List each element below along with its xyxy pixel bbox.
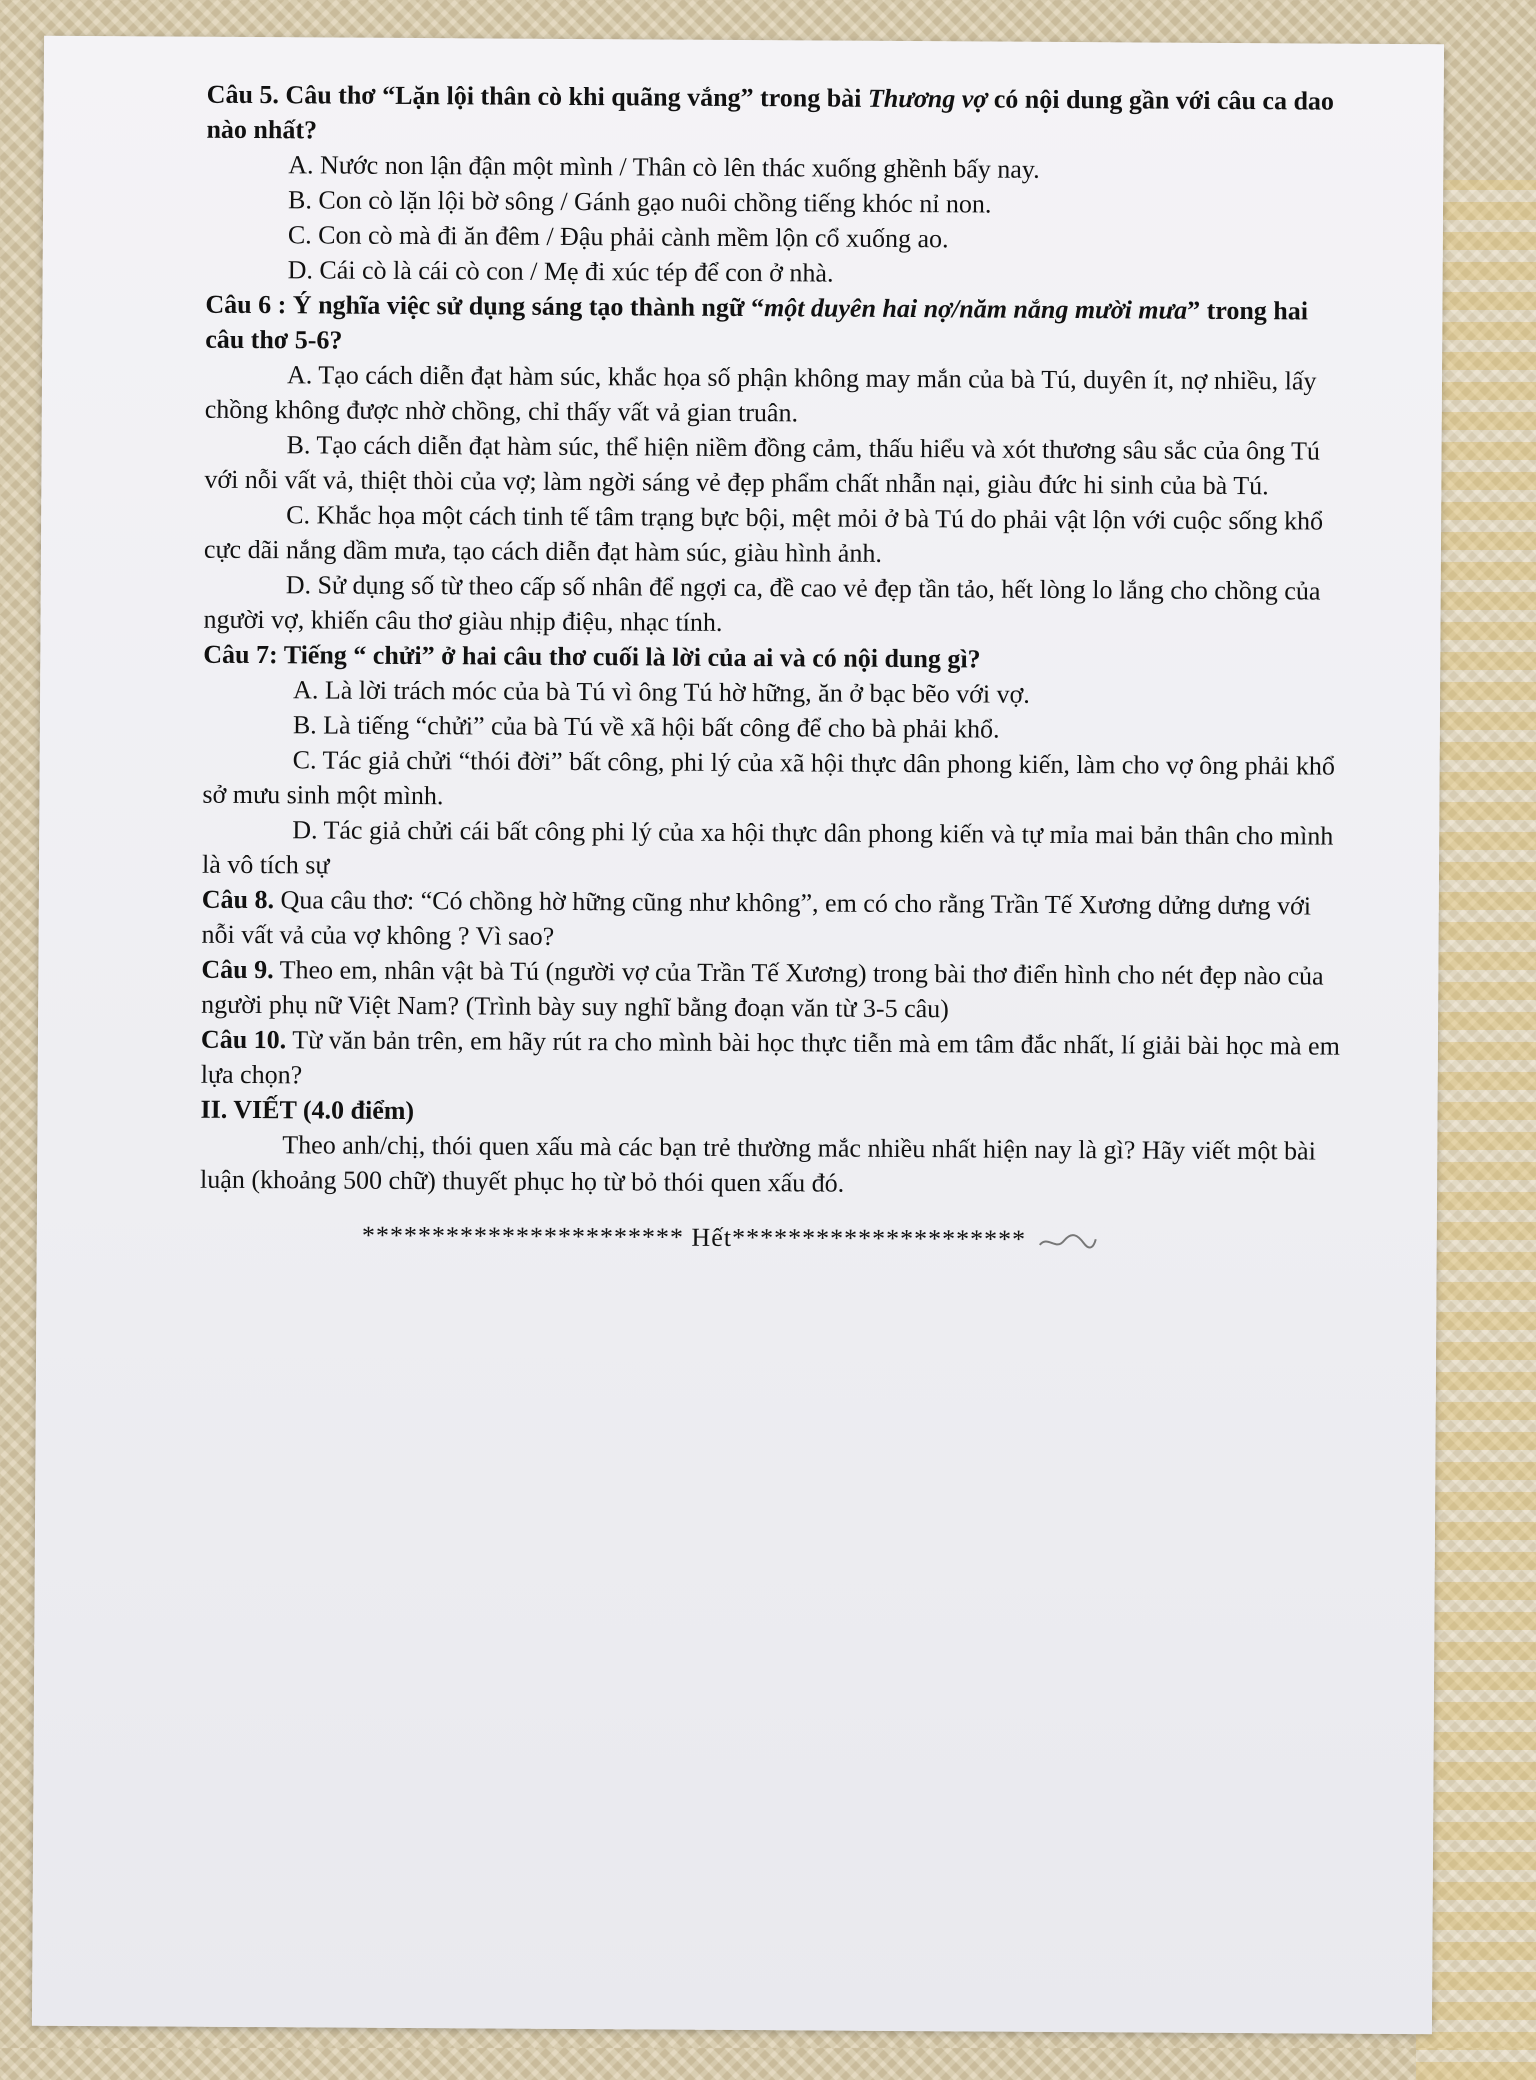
exam-content [200,77,1347,1259]
question-6-option-d: D. Sử dụng số từ theo cấp số nhân để ngợi ca, đề cao vẻ đẹp tần tảo, hết lòng lo lắng cho chồng của người vợ, khiến câu thơ giàu nhịp điệu, nhạc tính. [203,570,1321,637]
end-marker [200,1217,1340,1259]
question-8: Câu 8. Qua câu thơ: “Có chồng hờ hững cũng như không”, em có cho rằng Trần Tế Xương dửng dưng với nỗi vất vả của vợ không ? Vì sao? [201,884,1312,951]
question-7-option-c: C. Tác giả chửi “thói đời” bất công, phi lý của xã hội thực dân phong kiến, làm cho vợ ông phải khổ sở mưu sinh một mình. [202,745,1335,811]
question-5-option-a: A. Nước non lận đận một mình / Thân cò lên thác xuống ghềnh bấy nay. [288,150,1040,184]
question-5-label: Câu 5. [206,79,280,110]
question-5-option-c: C. Con cò mà đi ăn đêm / Đậu phải cành mềm lộn cổ xuống ao. [287,220,949,254]
question-9: Câu 9. Theo em, nhân vật bà Tú (người vợ của Trần Tế Xương) trong bài thơ điển hình cho nét đẹp nào của người phụ nữ Việt Nam? (Trình bày suy nghĩ bằng đoạn văn từ 3-5 câu) [201,954,1324,1024]
poem-title: Thương vợ [867,83,988,114]
question-6-option-b: B. Tạo cách diễn đạt hàm súc, thể hiện niềm đồng cảm, thấu hiểu và xót thương sâu sắc của ông Tú với nỗi vất vả, thiệt thòi của vợ; làm ngời sáng vẻ đẹp phẩm chất nhẫn nại, giàu đức hi sinh của bà Tú. [204,430,1321,501]
question-10-label: Câu 10. [200,1024,287,1055]
question-10: Câu 10. Từ văn bản trên, em hãy rút ra cho mình bài học thực tiễn mà em tâm đắc nhất, lí giải bài học mà em lựa chọn? [200,1024,1340,1090]
question-7-label: Câu 7: [203,639,278,670]
question-7-stem: Câu 7: Tiếng “ chửi” ở hai câu thơ cuối là lời của ai và có nội dung gì? [203,639,981,674]
question-5-stem: Câu 5. Câu thơ “Lặn lội thân cò khi quãng vắng” trong bài Thương vợ có nội dung gần với câu ca dao nào nhất? [206,79,1335,145]
question-5-option-b: B. Con cò lặn lội bờ sông / Gánh gạo nuôi chồng tiếng khóc nỉ non. [288,185,992,219]
question-7-option-d: D. Tác giả chửi cái bất công phi lý của xa hội thực dân phong kiến và tự mỉa mai bản thân cho mình là vô tích sự [201,815,1334,880]
question-9-label: Câu 9. [201,954,274,985]
question-5-option-d: D. Cái cò là cái cò con / Mẹ đi xúc tép để con ở nhà. [287,255,834,288]
paper-sheet [32,36,1444,2035]
question-6-option-a: A. Tạo cách diễn đạt hàm súc, khắc họa số phận không may mắn của bà Tú, duyên ít, nợ nhiều, lấy chồng không được nhờ chồng, chỉ thấy vất vả gian truân. [204,360,1317,428]
end-marker-text: *********************** Hết********************* [361,1220,1027,1254]
question-7-option-a: A. Là lời trách móc của bà Tú vì ông Tú hờ hững, ăn ở bạc bẽo với vợ. [293,675,1030,709]
question-7-option-b: B. Là tiếng “chửi” của bà Tú về xã hội bất công để cho bà phải khổ. [292,710,1000,744]
signature-scribble-icon [1037,1231,1097,1253]
question-8-label: Câu 8. [201,884,275,915]
question-6-stem: Câu 6 : Ý nghĩa việc sử dụng sáng tạo thành ngữ “một duyên hai nợ/năm nắng mười mưa” trong hai câu thơ 5-6? [205,289,1309,355]
question-6-option-c: C. Khắc họa một cách tinh tế tâm trạng bực bội, mệt mỏi ở bà Tú do phải vật lộn với cuộc sống khổ cực dãi nắng dầm mưa, tạo cách diễn đạt hàm súc, giàu hình ảnh. [203,500,1324,568]
section-2-heading: II. VIẾT (4.0 điểm) [200,1094,415,1126]
section-2-prompt: Theo anh/chị, thói quen xấu mà các bạn trẻ thường mắc nhiều nhất hiện nay là gì? Hãy viết một bài luận (khoảng 500 chữ) thuyết phục họ từ bỏ thói quen xấu đó. [200,1130,1316,1198]
idiom-text: một duyên hai nợ/năm nắng mười mưa [763,293,1188,325]
question-6-label: Câu 6 : [205,289,287,320]
